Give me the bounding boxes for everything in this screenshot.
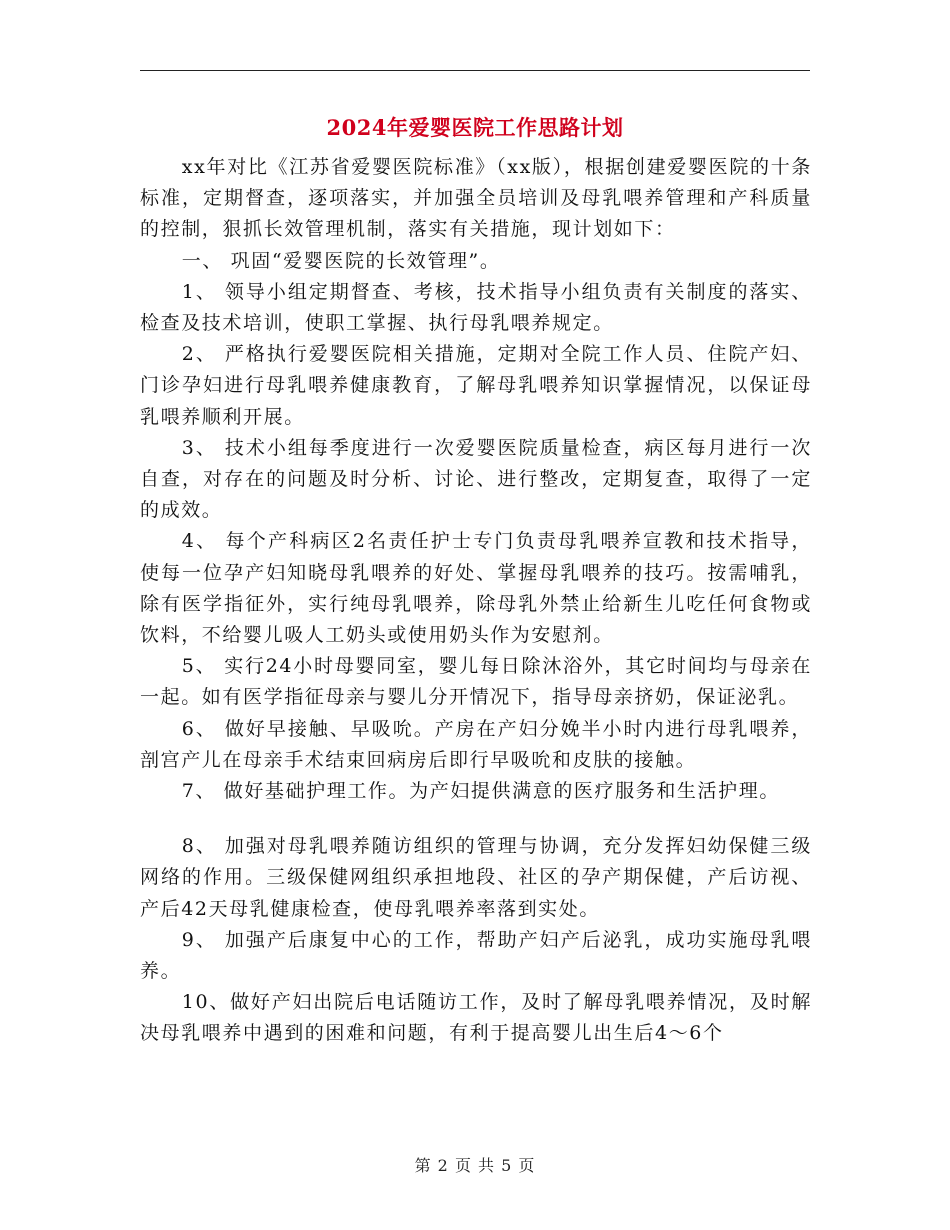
document-title: 2024年爱婴医院工作思路计划 <box>326 115 624 140</box>
section-heading-1: 一、 巩固“爱婴医院的长效管理”。 <box>181 249 501 272</box>
header-rule <box>140 70 810 71</box>
paragraph-item-7: 7、 做好基础护理工作。为产妇提供满意的医疗服务和生活护理。 <box>181 780 780 803</box>
paragraph-item-4: 4、 每个产科病区2名责任护士专门负责母乳喂养宣教和技术指导，使每一位孕产妇知晓母乳喂养的好处、掌握母乳喂养的技巧。按需哺乳，除有医学指征外，实行纯母乳喂养，除母乳外禁止给新生儿吃任何食物或饮料，不给婴儿吸人工奶头或使用奶头作为安慰剂。 <box>140 530 812 647</box>
paragraph-item-10: 10、做好产妇出院后电话随访工作，及时了解母乳喂养情况，及时解决母乳喂养中遇到的困难和问题，有利于提高婴儿出生后4～6个 <box>140 991 812 1045</box>
paragraph-item-8: 8、 加强对母乳喂养随访组织的管理与协调，充分发挥妇幼保健三级网络的作用。三级保健网组织承担地段、社区的孕产期保健，产后访视、产后42天母乳健康检查，使母乳喂养率落到实处。 <box>140 835 812 920</box>
paragraph-item-1: 1、 领导小组定期督查、考核，技术指导小组负责有关制度的落实、检查及技术培训，使职工掌握、执行母乳喂养规定。 <box>140 280 812 335</box>
paragraph-item-2: 2、 严格执行爱婴医院相关措施，定期对全院工作人员、住院产妇、门诊孕妇进行母乳喂养健康教育，了解母乳喂养知识掌握情况，以保证母乳喂养顺利开展。 <box>140 343 812 428</box>
document-body <box>140 152 812 1050</box>
paragraph-item-5: 5、 实行24小时母婴同室，婴儿每日除沐浴外，其它时间均与母亲在一起。如有医学指征母亲与婴儿分开情况下，指导母亲挤奶，保证泌乳。 <box>140 655 812 709</box>
page-number-footer: 第 2 页 共 5 页 <box>414 1156 536 1175</box>
paragraph-item-6: 6、 做好早接触、早吸吮。产房在产妇分娩半小时内进行母乳喂养，剖宫产儿在母亲手术结束回病房后即行早吸吮和皮肤的接触。 <box>140 717 812 771</box>
paragraph-intro: xx年对比《江苏省爱婴医院标准》（xx版），根据创建爱婴医院的十条标准，定期督查，逐项落实，并加强全员培训及母乳喂养管理和产科质量的控制，狠抓长效管理机制，落实有关措施，现计划如下： <box>140 156 812 241</box>
paragraph-item-3: 3、 技术小组每季度进行一次爱婴医院质量检查，病区每月进行一次自查，对存在的问题及时分析、讨论、进行整改，定期复查，取得了一定的成效。 <box>140 436 812 522</box>
paragraph-item-9: 9、 加强产后康复中心的工作，帮助产妇产后泌乳，成功实施母乳喂养。 <box>140 928 812 983</box>
